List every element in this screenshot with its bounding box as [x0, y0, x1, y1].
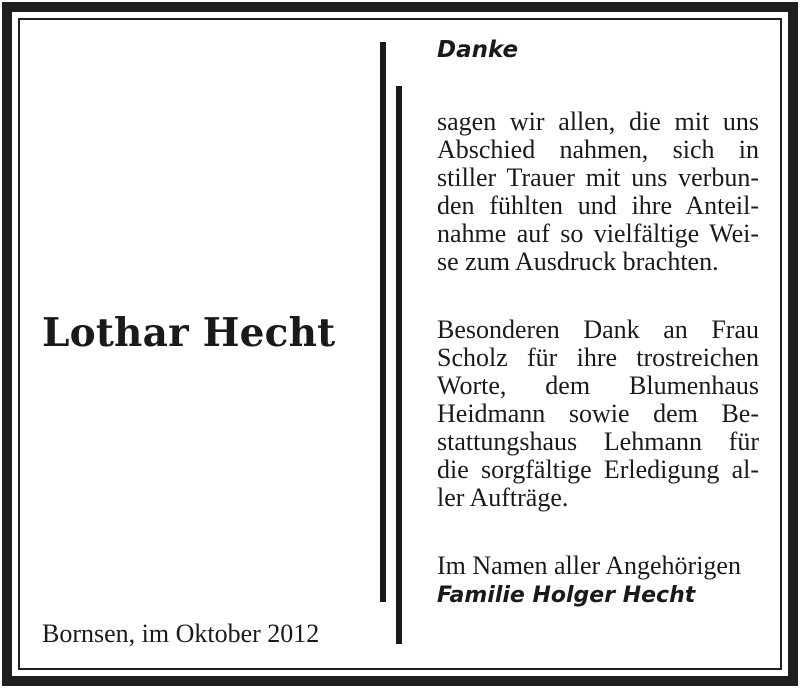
text-line: den fühlten und ihre Anteil- [437, 191, 759, 220]
closing-line: Im Namen aller Angehörigen [437, 551, 741, 580]
text-line: Abschied nahmen, sich in [437, 135, 759, 164]
divider-bar-left [380, 42, 386, 602]
text-line: die sorgfältige Erledigung al- [437, 455, 759, 484]
text-line: ler Aufträge. [437, 483, 569, 512]
special-thanks-paragraph [437, 316, 759, 512]
text-line: Worte, dem Blumenhaus [437, 371, 759, 400]
deceased-name: Lothar Hecht [42, 310, 336, 356]
text-line: Besonderen Dank an Frau [437, 315, 759, 344]
thanks-paragraph [437, 108, 759, 276]
text-line: Scholz für ihre trostreichen [437, 343, 759, 372]
text-line: Heidmann sowie dem Be- [437, 399, 759, 428]
text-line: sagen wir allen, die mit uns [437, 107, 759, 136]
place-and-date: Bornsen, im Oktober 2012 [42, 619, 320, 648]
text-line: stattungshaus Lehmann für [437, 427, 759, 456]
text-line: stiller Trauer mit uns verbun- [437, 163, 759, 192]
text-line: nahme auf so vielfältige Wei- [437, 219, 759, 248]
family-signature: Familie Holger Hecht [437, 583, 696, 608]
thanks-heading: Danke [437, 37, 519, 63]
divider-bar-right [396, 86, 402, 644]
text-line: se zum Ausdruck brachten. [437, 247, 719, 276]
